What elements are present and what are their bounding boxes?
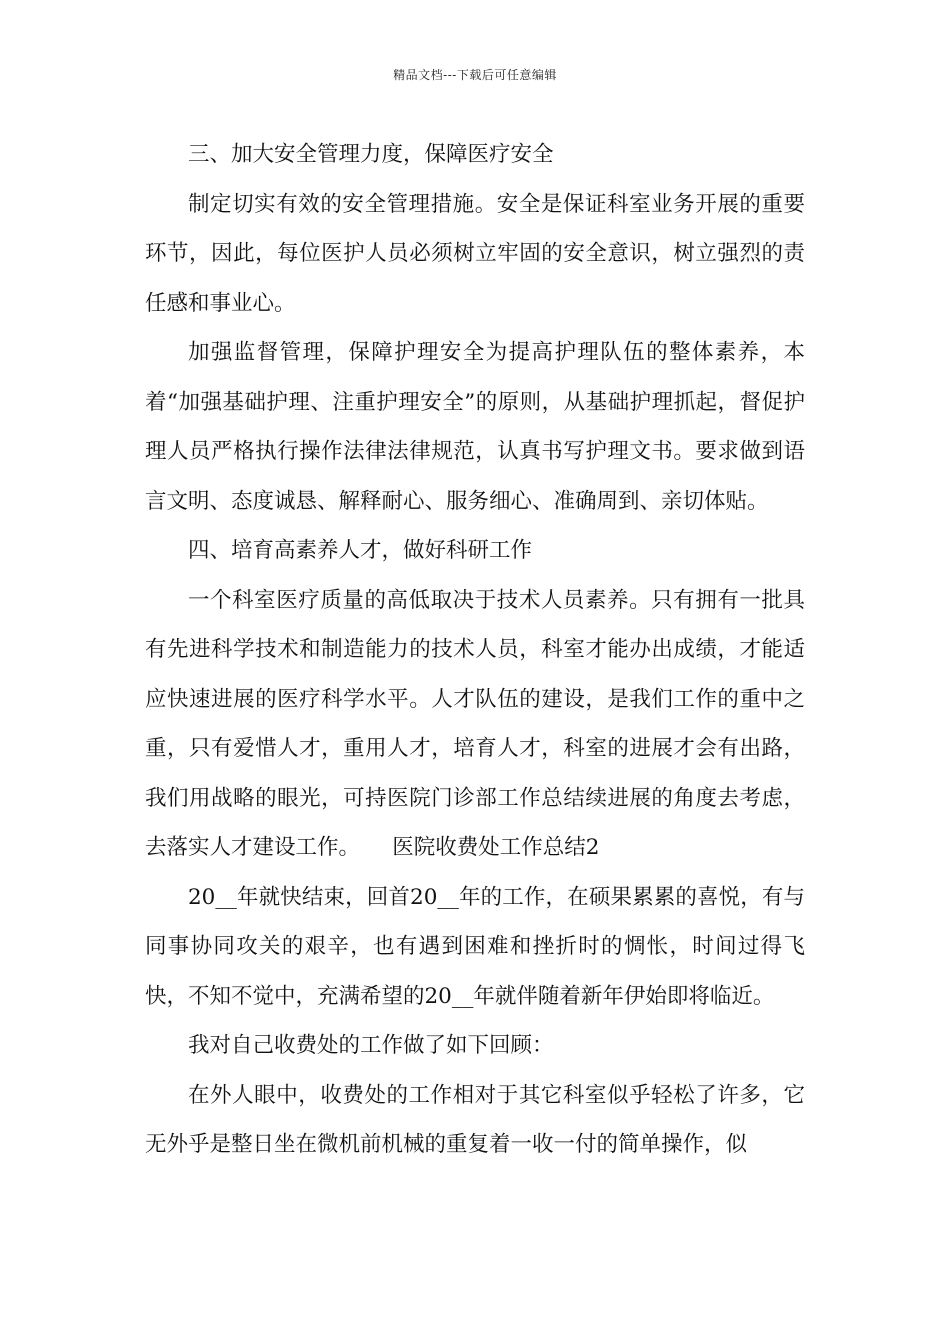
- paragraph: 在外人眼中，收费处的工作相对于其它科室似乎轻松了许多，它无外乎是整日坐在微机前机械的重复着一收一付的简单操作，似: [145, 1082, 805, 1157]
- section-heading-3: 三、加大安全管理力度，保障医疗安全: [188, 142, 554, 167]
- paragraph: 加强监督管理，保障护理安全为提高护理队伍的整体素养，本着“加强基础护理、注重护理安全”的原则，从基础护理抓起，督促护理人员严格执行操作法律法律规范，认真书写护理文书。要求做到语言文明、态度诚恳、解释耐心、服务细心、准确周到、亲切体贴。: [145, 340, 805, 514]
- document-body: [145, 130, 805, 1170]
- section-heading-4: 四、培育高素养人才，做好科研工作: [188, 538, 533, 563]
- paragraph: 我对自己收费处的工作做了如下回顾：: [188, 1033, 554, 1058]
- paragraph: 制定切实有效的安全管理措施。安全是保证科室业务开展的重要环节，因此，每位医护人员必须树立牢固的安全意识，树立强烈的责任感和事业心。: [145, 191, 805, 316]
- paragraph: 20__年就快结束，回首20__年的工作，在硕果累累的喜悦，有与同事协同攻关的艰辛，也有遇到困难和挫折时的惆怅，时间过得飞快，不知不觉中，充满希望的20__年就伴随着新年伊始即将临近。: [145, 884, 805, 1009]
- paragraph: 一个科室医疗质量的高低取决于技术人员素养。只有拥有一批具有先进科学技术和制造能力的技术人员，科室才能办出成绩，才能适应快速进展的医疗科学水平。人才队伍的建设，是我们工作的重中之重，只有爱惜人才，重用人才，培育人才，科室的进展才会有出路，我们用战略的眼光，可持医院门诊部工作总结续进展的角度去考虑，去落实人才建设工作。 医院收费处工作总结2: [145, 587, 805, 860]
- page-header: 精品文档---下载后可任意编辑: [393, 68, 557, 82]
